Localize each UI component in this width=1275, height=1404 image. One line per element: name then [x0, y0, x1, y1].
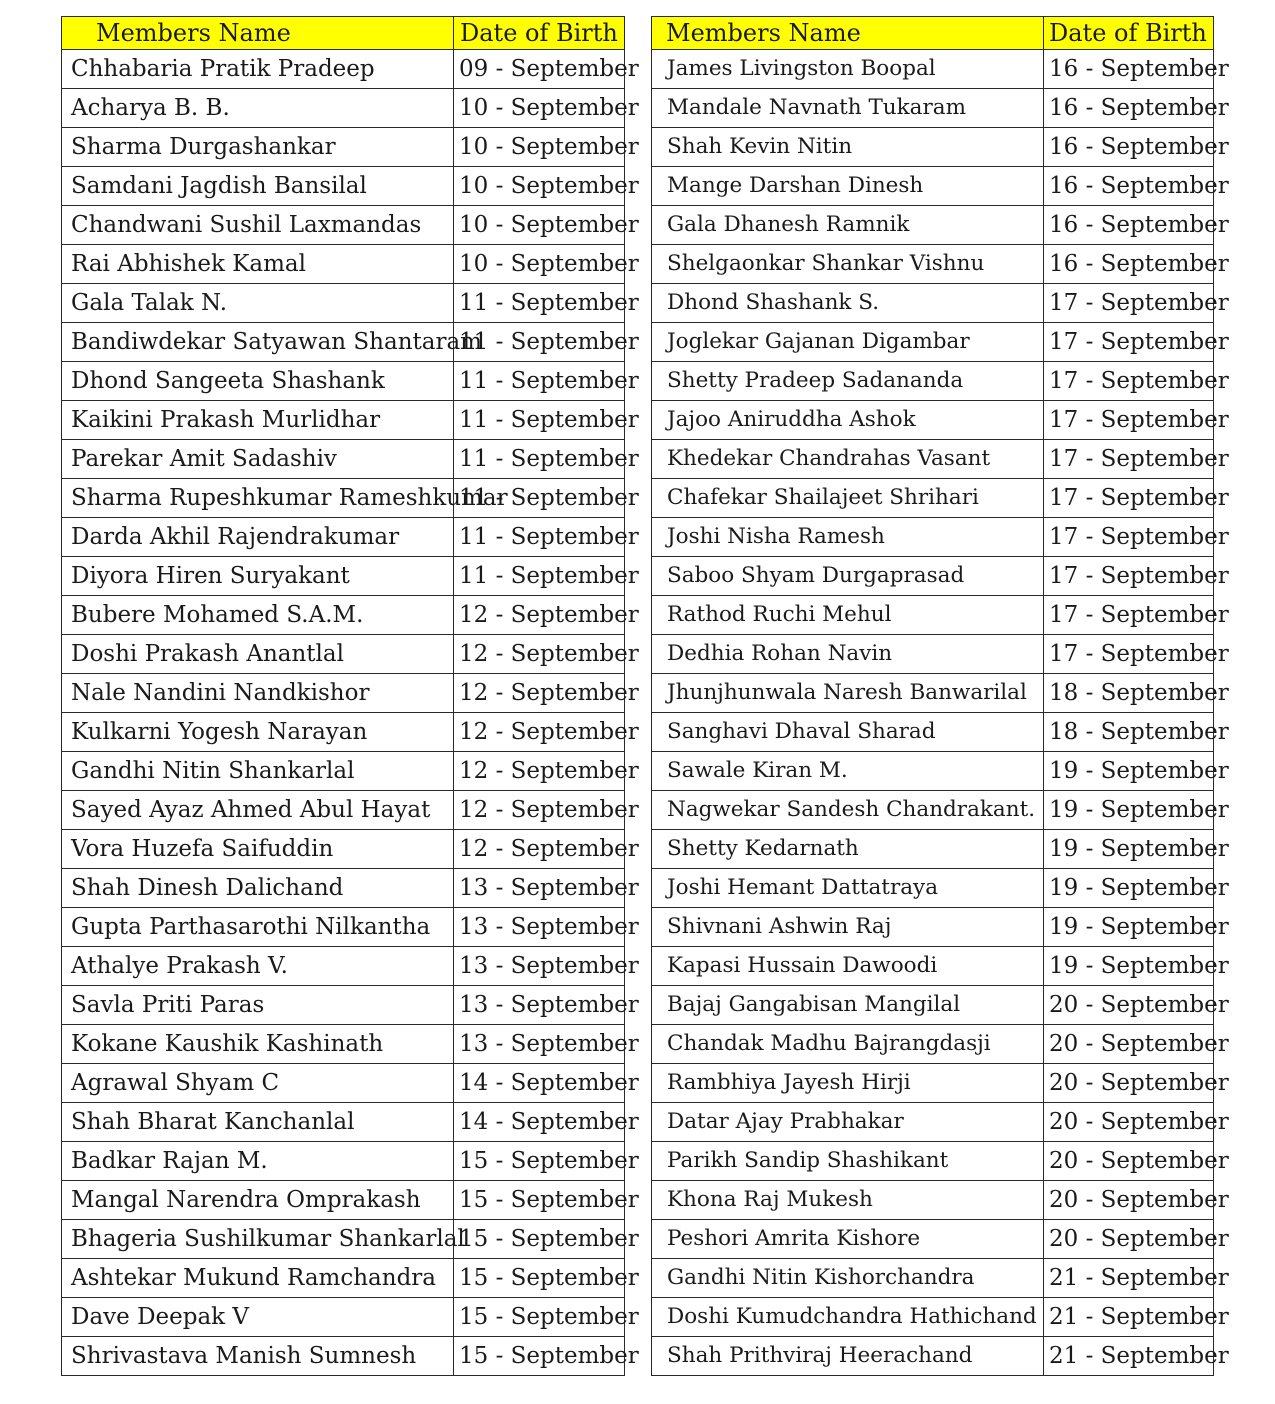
member-name-cell: Parikh Sandip Shashikant [652, 1142, 1044, 1181]
table-row [62, 362, 625, 401]
member-name-cell: Ashtekar Mukund Ramchandra [62, 1259, 454, 1298]
member-name-cell: Shah Prithviraj Heerachand [652, 1337, 1044, 1376]
table-row [62, 713, 625, 752]
member-name-cell: Sawale Kiran M. [652, 752, 1044, 791]
date-of-birth-cell: 13 - September [454, 986, 625, 1025]
date-of-birth-cell: 14 - September [454, 1064, 625, 1103]
date-of-birth-cell: 20 - September [1044, 1142, 1214, 1181]
table-row [62, 1103, 625, 1142]
member-name-cell: Datar Ajay Prabhakar [652, 1103, 1044, 1142]
date-of-birth-cell: 11 - September [454, 479, 625, 518]
member-name-cell: Doshi Prakash Anantlal [62, 635, 454, 674]
member-name-cell: Bajaj Gangabisan Mangilal [652, 986, 1044, 1025]
date-of-birth-cell: 10 - September [454, 128, 625, 167]
table-row [62, 167, 625, 206]
member-name-cell: Shah Kevin Nitin [652, 128, 1044, 167]
member-name-cell: Gandhi Nitin Kishorchandra [652, 1259, 1044, 1298]
table-row [652, 1181, 1214, 1220]
table-row [652, 518, 1214, 557]
table-row [652, 362, 1214, 401]
table-row [62, 947, 625, 986]
table-row [62, 674, 625, 713]
column-header-members-name: Members Name [652, 17, 1044, 50]
member-name-cell: Khona Raj Mukesh [652, 1181, 1044, 1220]
date-of-birth-cell: 10 - September [454, 167, 625, 206]
date-of-birth-cell: 18 - September [1044, 713, 1214, 752]
table-row [62, 830, 625, 869]
table-row [62, 440, 625, 479]
date-of-birth-cell: 13 - September [454, 869, 625, 908]
member-name-cell: Shivnani Ashwin Raj [652, 908, 1044, 947]
table-row [62, 1298, 625, 1337]
member-name-cell: Shah Dinesh Dalichand [62, 869, 454, 908]
date-of-birth-cell: 17 - September [1044, 635, 1214, 674]
table-row [652, 323, 1214, 362]
table-row [652, 791, 1214, 830]
table-row [62, 791, 625, 830]
date-of-birth-cell: 11 - September [454, 557, 625, 596]
table-row [652, 245, 1214, 284]
date-of-birth-cell: 17 - September [1044, 362, 1214, 401]
table-row [652, 869, 1214, 908]
date-of-birth-cell: 13 - September [454, 1025, 625, 1064]
table-row [62, 1181, 625, 1220]
date-of-birth-cell: 11 - September [454, 518, 625, 557]
member-name-cell: Saboo Shyam Durgaprasad [652, 557, 1044, 596]
member-name-cell: Gala Dhanesh Ramnik [652, 206, 1044, 245]
table-row [62, 245, 625, 284]
column-header-date-of-birth: Date of Birth [1044, 17, 1214, 50]
member-name-cell: Bhageria Sushilkumar Shankarlal [62, 1220, 454, 1259]
date-of-birth-cell: 12 - September [454, 830, 625, 869]
date-of-birth-cell: 11 - September [454, 401, 625, 440]
date-of-birth-cell: 09 - September [454, 50, 625, 89]
member-name-cell: Athalye Prakash V. [62, 947, 454, 986]
table-row [652, 596, 1214, 635]
table-row [652, 206, 1214, 245]
member-name-cell: Peshori Amrita Kishore [652, 1220, 1044, 1259]
date-of-birth-cell: 18 - September [1044, 674, 1214, 713]
table-row [62, 206, 625, 245]
table-row [652, 479, 1214, 518]
member-name-cell: Diyora Hiren Suryakant [62, 557, 454, 596]
date-of-birth-cell: 19 - September [1044, 869, 1214, 908]
date-of-birth-cell: 13 - September [454, 908, 625, 947]
member-name-cell: Joglekar Gajanan Digambar [652, 323, 1044, 362]
date-of-birth-cell: 10 - September [454, 245, 625, 284]
member-name-cell: Shah Bharat Kanchanlal [62, 1103, 454, 1142]
date-of-birth-cell: 11 - September [454, 440, 625, 479]
table-row [652, 1025, 1214, 1064]
table-row [62, 869, 625, 908]
date-of-birth-cell: 16 - September [1044, 89, 1214, 128]
date-of-birth-cell: 12 - September [454, 674, 625, 713]
member-name-cell: Joshi Nisha Ramesh [652, 518, 1044, 557]
date-of-birth-cell: 21 - September [1044, 1259, 1214, 1298]
member-name-cell: James Livingston Boopal [652, 50, 1044, 89]
date-of-birth-cell: 21 - September [1044, 1298, 1214, 1337]
member-name-cell: Parekar Amit Sadashiv [62, 440, 454, 479]
date-of-birth-cell: 12 - September [454, 752, 625, 791]
table-row [62, 1064, 625, 1103]
table-row [652, 401, 1214, 440]
member-name-cell: Doshi Kumudchandra Hathichand [652, 1298, 1044, 1337]
member-name-cell: Mandale Navnath Tukaram [652, 89, 1044, 128]
table-row [652, 440, 1214, 479]
table-row [652, 986, 1214, 1025]
table-row [652, 752, 1214, 791]
date-of-birth-cell: 20 - September [1044, 1025, 1214, 1064]
member-name-cell: Mange Darshan Dinesh [652, 167, 1044, 206]
date-of-birth-cell: 20 - September [1044, 1181, 1214, 1220]
table-row [652, 89, 1214, 128]
date-of-birth-cell: 15 - September [454, 1298, 625, 1337]
table-row [652, 1103, 1214, 1142]
date-of-birth-cell: 15 - September [454, 1337, 625, 1376]
table-row [62, 635, 625, 674]
table-row [652, 1064, 1214, 1103]
date-of-birth-cell: 17 - September [1044, 557, 1214, 596]
date-of-birth-cell: 12 - September [454, 713, 625, 752]
date-of-birth-cell: 15 - September [454, 1142, 625, 1181]
table-row [62, 89, 625, 128]
member-name-cell: Chhabaria Pratik Pradeep [62, 50, 454, 89]
date-of-birth-cell: 19 - September [1044, 830, 1214, 869]
member-name-cell: Gupta Parthasarothi Nilkantha [62, 908, 454, 947]
member-name-cell: Rathod Ruchi Mehul [652, 596, 1044, 635]
table-row [652, 167, 1214, 206]
date-of-birth-cell: 17 - September [1044, 518, 1214, 557]
table-row [62, 986, 625, 1025]
date-of-birth-cell: 17 - September [1044, 284, 1214, 323]
member-name-cell: Shrivastava Manish Sumnesh [62, 1337, 454, 1376]
member-name-cell: Savla Priti Paras [62, 986, 454, 1025]
table-row [652, 908, 1214, 947]
column-header-members-name: Members Name [62, 17, 454, 50]
table-row [652, 674, 1214, 713]
date-of-birth-cell: 12 - September [454, 635, 625, 674]
member-name-cell: Sharma Rupeshkumar Rameshkumar [62, 479, 454, 518]
member-name-cell: Vora Huzefa Saifuddin [62, 830, 454, 869]
date-of-birth-cell: 16 - September [1044, 245, 1214, 284]
member-name-cell: Sharma Durgashankar [62, 128, 454, 167]
date-of-birth-cell: 15 - September [454, 1220, 625, 1259]
members-table-right [651, 16, 1229, 1376]
member-name-cell: Chafekar Shailajeet Shrihari [652, 479, 1044, 518]
table-row [62, 401, 625, 440]
table-row [62, 908, 625, 947]
member-name-cell: Samdani Jagdish Bansilal [62, 167, 454, 206]
date-of-birth-cell: 19 - September [1044, 791, 1214, 830]
member-name-cell: Bubere Mohamed S.A.M. [62, 596, 454, 635]
date-of-birth-cell: 15 - September [454, 1181, 625, 1220]
member-name-cell: Bandiwdekar Satyawan Shantaram [62, 323, 454, 362]
member-name-cell: Agrawal Shyam C [62, 1064, 454, 1103]
member-name-cell: Kapasi Hussain Dawoodi [652, 947, 1044, 986]
table-row [652, 1259, 1214, 1298]
date-of-birth-cell: 11 - September [454, 284, 625, 323]
member-name-cell: Darda Akhil Rajendrakumar [62, 518, 454, 557]
table-row [652, 284, 1214, 323]
table-row [62, 284, 625, 323]
table-row [62, 323, 625, 362]
date-of-birth-cell: 20 - September [1044, 986, 1214, 1025]
table-row [62, 752, 625, 791]
table-row [62, 50, 625, 89]
member-name-cell: Jajoo Aniruddha Ashok [652, 401, 1044, 440]
member-name-cell: Gala Talak N. [62, 284, 454, 323]
date-of-birth-cell: 17 - September [1044, 323, 1214, 362]
date-of-birth-cell: 20 - September [1044, 1064, 1214, 1103]
member-name-cell: Shetty Kedarnath [652, 830, 1044, 869]
date-of-birth-cell: 17 - September [1044, 440, 1214, 479]
table-row [62, 1259, 625, 1298]
date-of-birth-cell: 16 - September [1044, 50, 1214, 89]
member-name-cell: Rambhiya Jayesh Hirji [652, 1064, 1044, 1103]
date-of-birth-cell: 19 - September [1044, 908, 1214, 947]
member-name-cell: Kaikini Prakash Murlidhar [62, 401, 454, 440]
table-row [62, 1025, 625, 1064]
member-name-cell: Shelgaonkar Shankar Vishnu [652, 245, 1044, 284]
member-name-cell: Rai Abhishek Kamal [62, 245, 454, 284]
date-of-birth-cell: 17 - September [1044, 401, 1214, 440]
member-name-cell: Sayed Ayaz Ahmed Abul Hayat [62, 791, 454, 830]
column-header-date-of-birth: Date of Birth [454, 17, 625, 50]
member-name-cell: Chandwani Sushil Laxmandas [62, 206, 454, 245]
date-of-birth-cell: 20 - September [1044, 1220, 1214, 1259]
member-name-cell: Acharya B. B. [62, 89, 454, 128]
table-row [62, 518, 625, 557]
date-of-birth-cell: 20 - September [1044, 1103, 1214, 1142]
member-name-cell: Mangal Narendra Omprakash [62, 1181, 454, 1220]
date-of-birth-cell: 10 - September [454, 206, 625, 245]
table-row [652, 1298, 1214, 1337]
table-row [652, 830, 1214, 869]
member-name-cell: Nagwekar Sandesh Chandrakant. [652, 791, 1044, 830]
date-of-birth-cell: 14 - September [454, 1103, 625, 1142]
member-name-cell: Dave Deepak V [62, 1298, 454, 1337]
header-row [62, 17, 625, 50]
date-of-birth-cell: 16 - September [1044, 167, 1214, 206]
member-name-cell: Dhond Sangeeta Shashank [62, 362, 454, 401]
table-row [62, 596, 625, 635]
table-row [652, 635, 1214, 674]
date-of-birth-cell: 17 - September [1044, 479, 1214, 518]
table-row [652, 947, 1214, 986]
member-name-cell: Dhond Shashank S. [652, 284, 1044, 323]
table-row [652, 1220, 1214, 1259]
table-row [652, 1337, 1214, 1376]
table-row [62, 1220, 625, 1259]
date-of-birth-cell: 12 - September [454, 596, 625, 635]
date-of-birth-cell: 19 - September [1044, 752, 1214, 791]
table-row [62, 128, 625, 167]
member-name-cell: Dedhia Rohan Navin [652, 635, 1044, 674]
table-row [652, 50, 1214, 89]
date-of-birth-cell: 17 - September [1044, 596, 1214, 635]
date-of-birth-cell: 19 - September [1044, 947, 1214, 986]
member-name-cell: Gandhi Nitin Shankarlal [62, 752, 454, 791]
member-name-cell: Joshi Hemant Dattatraya [652, 869, 1044, 908]
table-row [62, 557, 625, 596]
date-of-birth-cell: 21 - September [1044, 1337, 1214, 1376]
table-row [62, 1142, 625, 1181]
members-table-left [61, 16, 639, 1376]
member-name-cell: Chandak Madhu Bajrangdasji [652, 1025, 1044, 1064]
member-name-cell: Shetty Pradeep Sadananda [652, 362, 1044, 401]
date-of-birth-cell: 15 - September [454, 1259, 625, 1298]
member-name-cell: Nale Nandini Nandkishor [62, 674, 454, 713]
date-of-birth-cell: 12 - September [454, 791, 625, 830]
member-name-cell: Kulkarni Yogesh Narayan [62, 713, 454, 752]
table-row [62, 479, 625, 518]
table-row [652, 557, 1214, 596]
header-row [652, 17, 1214, 50]
member-name-cell: Sanghavi Dhaval Sharad [652, 713, 1044, 752]
table-row [62, 1337, 625, 1376]
table-row [652, 1142, 1214, 1181]
member-name-cell: Kokane Kaushik Kashinath [62, 1025, 454, 1064]
member-name-cell: Khedekar Chandrahas Vasant [652, 440, 1044, 479]
date-of-birth-cell: 16 - September [1044, 128, 1214, 167]
date-of-birth-cell: 16 - September [1044, 206, 1214, 245]
date-of-birth-cell: 11 - September [454, 362, 625, 401]
date-of-birth-cell: 13 - September [454, 947, 625, 986]
member-name-cell: Jhunjhunwala Naresh Banwarilal [652, 674, 1044, 713]
member-name-cell: Badkar Rajan M. [62, 1142, 454, 1181]
date-of-birth-cell: 10 - September [454, 89, 625, 128]
table-row [652, 713, 1214, 752]
table-row [652, 128, 1214, 167]
date-of-birth-cell: 11 - September [454, 323, 625, 362]
